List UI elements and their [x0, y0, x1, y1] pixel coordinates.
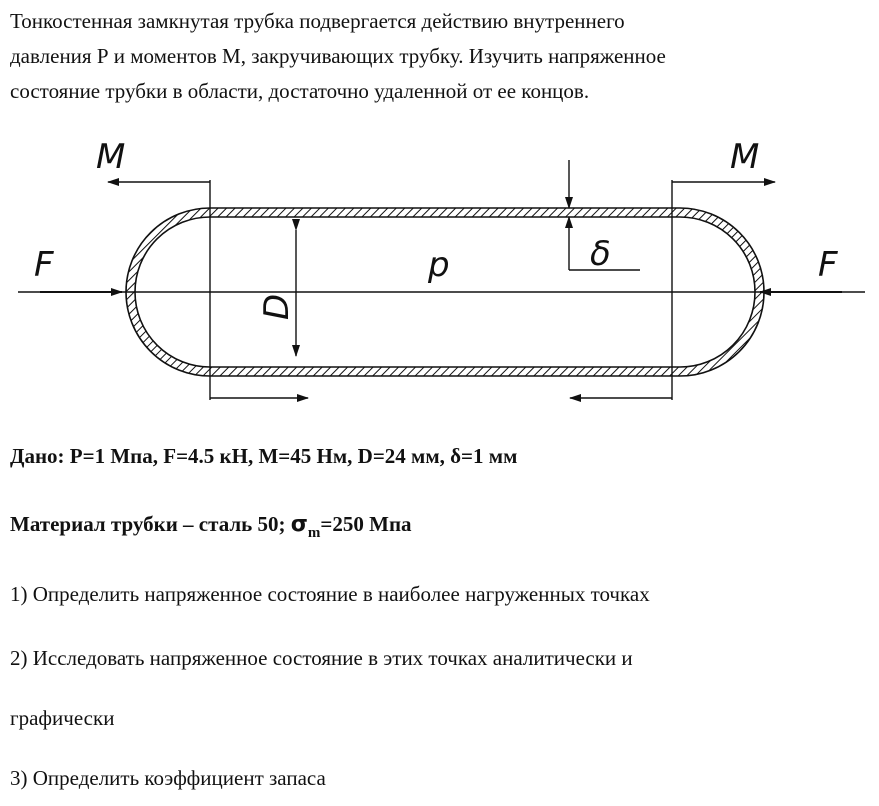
intro-line-1: Тонкостенная замкнутая трубка подвергается действию внутреннего — [10, 9, 625, 33]
task-1: 1) Определить напряженное состояние в наиболее нагруженных точках — [10, 582, 650, 606]
label-f-left: F — [34, 245, 54, 285]
problem-statement — [10, 4, 870, 109]
intro-line-2: давления Р и моментов М, закручивающих трубку. Изучить напряженное — [10, 44, 666, 68]
task-2-line-1: 2) Исследовать напряженное состояние в этих точках аналитически и — [10, 646, 633, 670]
tube-diagram-svg — [0, 120, 879, 420]
label-diameter: D — [257, 293, 297, 320]
task-3: 3) Определить коэффициент запаса — [10, 766, 326, 790]
label-m-left: M — [96, 137, 126, 177]
label-f-right: F — [818, 245, 838, 285]
intro-line-3: состояние трубки в области, достаточно удаленной от ее концов. — [10, 79, 590, 103]
sigma-subscript: m — [307, 525, 321, 541]
label-pressure: p — [428, 245, 450, 285]
sigma-symbol: σ — [290, 512, 308, 537]
label-delta: δ — [590, 234, 611, 274]
label-m-right: M — [730, 137, 760, 177]
tube-diagram — [0, 120, 879, 420]
given-data: Дано: P=1 Мпа, F=4.5 кН, M=45 Нм, D=24 мм, δ=1 мм — [10, 444, 518, 468]
material-suffix: =250 Мпа — [320, 512, 412, 536]
material-prefix: Материал трубки – сталь 50; — [10, 512, 291, 536]
task-2-line-2: графически — [10, 706, 115, 730]
material-line — [10, 512, 412, 541]
